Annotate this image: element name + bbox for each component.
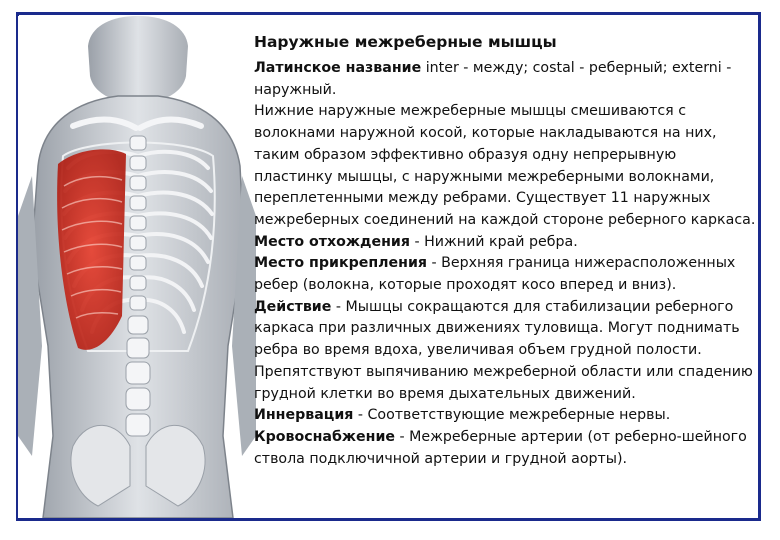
blood-supply-paragraph — [254, 427, 759, 470]
neck-shape — [88, 16, 188, 101]
action-paragraph — [254, 297, 759, 406]
description-paragraph: Нижние наружные межреберные мышцы смешиваются с волокнами наружной косой, которые накладываются на них, таким образом эффективно образуя одну непрерывную пластинку мышцы, с наружными межреберными волокнами, переплетенными между ребрами. Существует 11 наружных межреберных соединений на каждой стороне реберного каркаса. — [254, 103, 756, 228]
text-panel — [254, 32, 759, 470]
origin-paragraph — [254, 232, 759, 254]
latin-name-paragraph — [254, 58, 759, 101]
action-text: - Мышцы сокращаются для стабилизации реберного каркаса при различных движениях туловища. Могут поднимать ребра во время вдоха, увеличивая объем грудной полости. Препятствуют выпячиванию межреберной области или спадению грудной клетки во время дыхательных движений. — [254, 298, 753, 402]
origin-text: - Нижний край ребра. — [409, 233, 578, 250]
blood-supply-term: Кровоснабжение — [254, 428, 396, 445]
innervation-text: - Соответствующие межреберные нервы. — [353, 407, 671, 424]
action-term: Действие — [254, 298, 332, 315]
blood-supply-text: - Межреберные артерии (от реберно-шейного ствола подключичной артерии и грудной аорты). — [254, 428, 747, 467]
page-title: Наружные межреберные мышцы — [254, 33, 557, 51]
latin-name-text: inter - между; costal - реберный; externi - наружный. — [254, 60, 732, 98]
anatomy-illustration — [18, 16, 256, 518]
latin-name-term: Латинское название — [254, 60, 422, 76]
insertion-text: - Верхняя граница нижерасположенных ребер (волокна, которые проходят косо вперед и вниз). — [254, 255, 736, 294]
innervation-paragraph — [254, 405, 759, 427]
spine — [126, 136, 150, 436]
insertion-term: Место прикрепления — [254, 255, 428, 272]
innervation-term: Иннервация — [254, 407, 354, 424]
insertion-paragraph — [254, 253, 759, 296]
origin-term: Место отхождения — [254, 233, 410, 250]
